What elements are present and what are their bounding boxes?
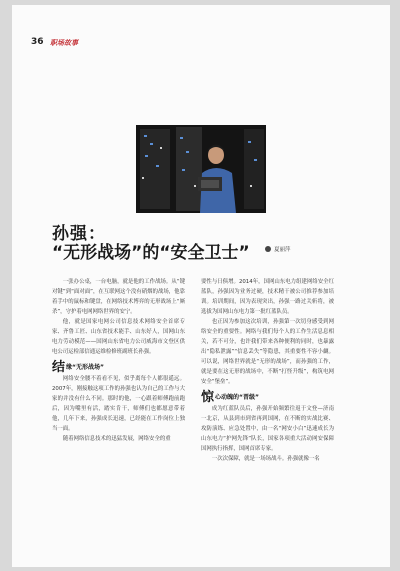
page-number: 36 [31, 37, 44, 47]
author-name: 夏丽萍 [274, 247, 291, 253]
article-title-line2: “无形战场”的“安全卫士” [52, 243, 250, 263]
paragraph: 他，就是国家电网公司信息技术网络安全首席专家、齐鲁工匠、山东省技术能手、山东好人，国网山东电力劳动模范——国网山东省电力公司威海市文登区供电公司运检部信通运维检修班副班长孙强。 [52, 319, 185, 355]
portrait-photo [136, 125, 266, 213]
subheading-drop-char: 惊 [201, 390, 215, 405]
paragraph: 网络安全腰不着看不见，似乎离每个人都很遥远。2007年，刚接触这项工作的孙强也认为自己的工作与大家的并没有什么不同。那时的他，一心跟着师傅跑前跑后，因为嘴里有活，踏实肯干，师傅们也都愿意带着他，几年下来，孙强成长迅速，已经能在工作岗位上独当一面。 [52, 376, 185, 432]
subheading-text: 心动魄的“晋级” [215, 394, 259, 401]
subheading [201, 390, 334, 405]
subheading-drop-char: 结 [52, 360, 66, 375]
paragraph: 随着网络信息技术的迅猛发展，网络安全的重 [62, 436, 171, 442]
left-column [52, 277, 185, 444]
paragraph: 一次次保障，就是一场场战斗。孙强就像一名 [211, 456, 320, 462]
article-title-line1: 孙强： [52, 224, 106, 244]
paragraph: 成为红蓝队员后，孙强开始频繁往返于文登—济南一北京，从县到市到省再到国网，在不断的实战比赛、攻防演练、应急处置中，由一名“网安小白”迅速成长为山东电力“护网先锋”队长，国家各项重大活动网安保障国网执行指挥，国网首席专家。 [201, 406, 334, 452]
subheading [52, 360, 185, 375]
paragraph: 一张办公桌，一台电脑，就是他的工作战场。从“键对键”到“面对面”，在互联网这个没有硝烟的战场，他靠着手中的鼠标和键盘，在网络技术博弈的无形战场上“厮杀”，守护着电网网络世界的安宁。 [52, 279, 185, 315]
right-column [201, 277, 334, 464]
section-label: 职场故事 [50, 39, 78, 47]
paragraph: 也正因为参加这次培训，孙强第一次切身感受到网络安全的重要性。网络与我们每个人的工作生活息息相关，若不可分，也许我们带来各种便利的同时，也暴露出“隐私泄露”“信息丢失”等隐患，其重要性不容小觑。可以说，网络世界就是“无形的战场”，而孙强的工作，就是要在这无形的战场中，不断“打怪升级”，构筑电网安全“堡垒”。 [201, 319, 334, 385]
pen-icon [265, 246, 271, 252]
subheading-text: 缘“无形战场” [66, 364, 104, 371]
paragraph: 要性与日俱增。2014年，国网山东电力组建网络安全红蓝队，孙强因为业务过硬，技术精干被公司推荐参加培训。培训期间，因为表现突出，孙强一路过关斩将，被选拔为国网山东电力第一批红蓝队员。 [201, 279, 334, 315]
author-byline [265, 245, 291, 253]
